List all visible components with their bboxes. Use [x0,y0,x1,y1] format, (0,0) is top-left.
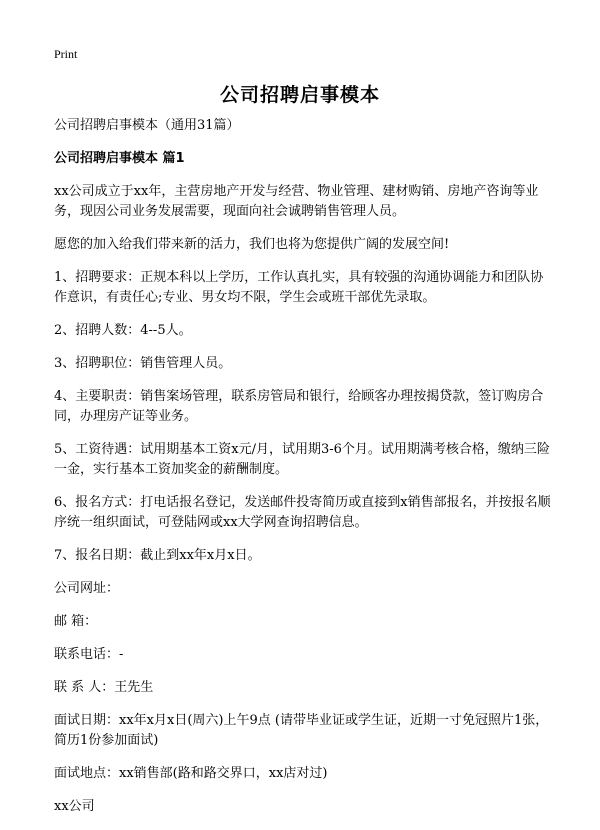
contact-phone: 联系电话：- [54,647,124,662]
paragraph-intro: xx公司成立于xx年，主营房地产开发与经营、物业管理、建材购销、房地产咨询等业务，现因公司业务发展需要，现面向社会诚聘销售管理人员。 [54,184,539,219]
company-email: 邮 箱： [54,614,98,629]
subtitle: 公司招聘启事模本（通用31篇） [54,118,240,133]
paragraph-requirements: 1、招聘要求：正规本科以上学历，工作认真扎实，具有较强的沟通协调能力和团队协作意识，有责任心;专业、男女均不限，学生会或班干部优先录取。 [54,270,544,305]
contact-person: 联 系 人：王先生 [54,680,154,695]
company-website: 公司网址： [54,581,120,596]
company-signature: xx公司 [54,799,95,814]
paragraph-salary: 5、工资待遇：试用期基本工资x元/月，试用期3-6个月。试用期满考核合格，缴纳三险一金，实行基本工资加奖金的薪酬制度。 [54,442,550,477]
paragraph-application-method: 6、报名方式：打电话报名登记，发送邮件投寄简历或直接到x销售部报名，并按报名顺序统一组织面试，可登陆网或xx大学网查询招聘信息。 [54,495,551,530]
print-label[interactable]: Print [54,47,78,61]
paragraph-position: 3、招聘职位：销售管理人员。 [54,356,232,371]
paragraph-duties: 4、主要职责：销售案场管理，联系房管局和银行，给顾客办理按揭贷款，签订购房合同，办理房产证等业务。 [54,389,544,424]
document-body [54,116,552,830]
paragraph-application-date: 7、报名日期：截止到xx年x月x日。 [54,548,261,563]
interview-location: 面试地点：xx销售部(路和路交界口，xx店对过) [54,766,328,781]
section-heading: 公司招聘启事模本 篇1 [54,151,185,166]
page-title: 公司招聘启事模本 [219,84,380,106]
paragraph-headcount: 2、招聘人数：4--5人。 [54,323,192,338]
interview-date: 面试日期：xx年x月x日(周六)上午9点 (请带毕业证或学生证，近期一寸免冠照片1张，简历1份参加面试) [54,713,549,748]
paragraph-welcome: 愿您的加入给我们带来新的活力，我们也将为您提供广阔的发展空间! [54,237,450,252]
